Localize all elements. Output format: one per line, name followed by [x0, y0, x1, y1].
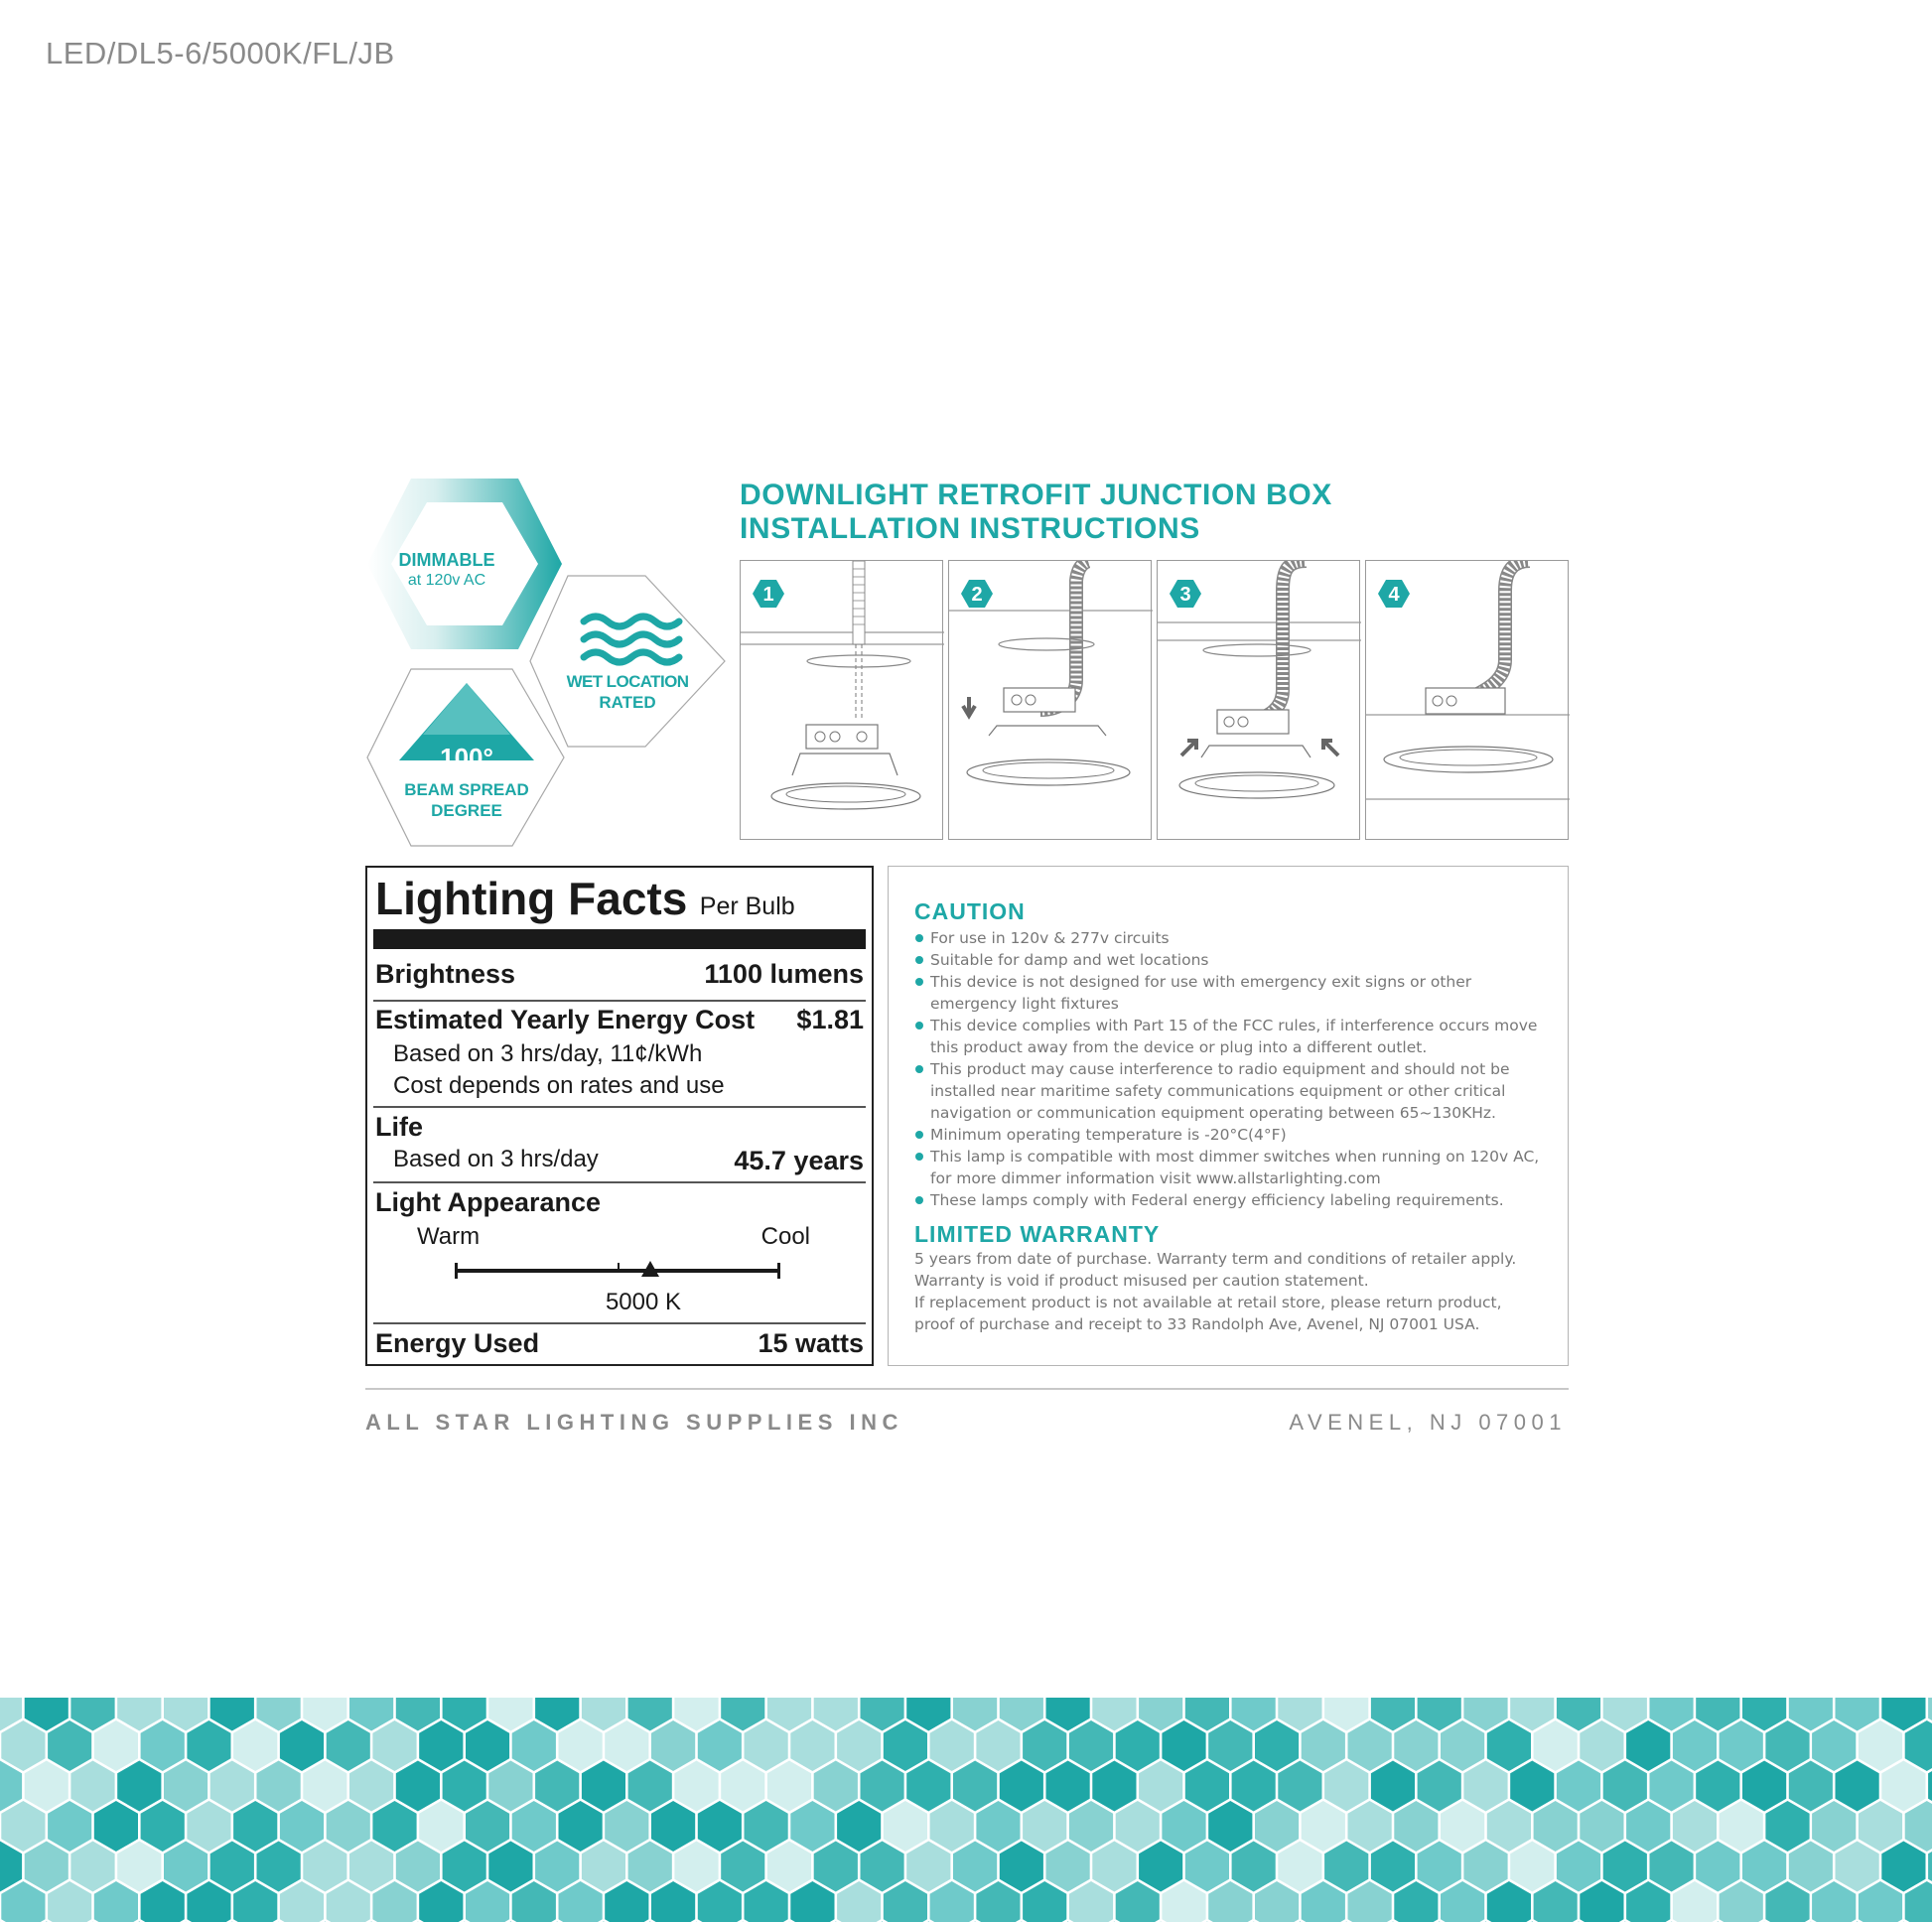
- pattern-hexagon: [1139, 1761, 1182, 1812]
- cct-marker-icon: [641, 1261, 659, 1277]
- step-panel-3: [1157, 560, 1360, 840]
- pattern-hexagon: [767, 1761, 811, 1812]
- pattern-hexagon: [1580, 1801, 1623, 1852]
- pattern-hexagon: [187, 1801, 230, 1852]
- pattern-hexagon: [976, 1720, 1020, 1771]
- pattern-hexagon: [372, 1881, 416, 1922]
- pattern-hexagon: [698, 1801, 742, 1852]
- pattern-hexagon: [1696, 1761, 1739, 1812]
- caution-item: These lamps comply with Federal energy efficiency labeling requirements.: [914, 1189, 1550, 1211]
- pattern-hexagon: [70, 1761, 114, 1812]
- pattern-hexagon: [1463, 1842, 1507, 1892]
- installation-title-line2: INSTALLATION INSTRUCTIONS: [740, 512, 1200, 545]
- pattern-hexagon: [1069, 1801, 1113, 1852]
- pattern-hexagon: [466, 1720, 509, 1771]
- pattern-hexagon: [1534, 1881, 1578, 1922]
- pattern-hexagon: [1905, 1720, 1932, 1771]
- pattern-hexagon: [233, 1720, 277, 1771]
- pattern-hexagon: [488, 1761, 532, 1812]
- pattern-hexagon: [814, 1761, 858, 1812]
- pattern-hexagon: [1208, 1881, 1252, 1922]
- pattern-hexagon: [443, 1761, 486, 1812]
- pattern-hexagon: [1557, 1761, 1600, 1812]
- caution-item: This device complies with Part 15 of the FCC rules, if interference occurs move this product away from the device or plug into a different outlet.: [914, 1015, 1550, 1058]
- pattern-hexagon: [117, 1761, 161, 1812]
- pattern-hexagon: [94, 1801, 138, 1852]
- pattern-hexagon: [141, 1801, 185, 1852]
- pattern-hexagon: [1859, 1801, 1902, 1852]
- pattern-hexagon: [1673, 1720, 1717, 1771]
- lighting-facts-bar: [373, 929, 866, 949]
- pattern-hexagon: [1650, 1761, 1694, 1812]
- pattern-hexagon: [953, 1761, 997, 1812]
- pattern-hexagon: [1418, 1842, 1461, 1892]
- pattern-hexagon: [1905, 1801, 1932, 1852]
- pattern-hexagon: [1092, 1761, 1136, 1812]
- pattern-hexagon: [419, 1720, 463, 1771]
- pattern-hexagon: [1162, 1801, 1205, 1852]
- pattern-hexagon: [1302, 1801, 1345, 1852]
- pattern-hexagon: [628, 1842, 672, 1892]
- pattern-hexagon: [1278, 1761, 1321, 1812]
- cct-scale: [455, 1263, 780, 1281]
- step-panel-1: [740, 560, 943, 840]
- pattern-hexagon: [1742, 1842, 1786, 1892]
- pattern-hexagon: [1812, 1720, 1856, 1771]
- pattern-hexagon: [327, 1720, 370, 1771]
- pattern-hexagon: [1463, 1761, 1507, 1812]
- pattern-hexagon: [651, 1881, 695, 1922]
- pattern-hexagon: [582, 1761, 625, 1812]
- energy-used-label: Energy Used: [375, 1328, 540, 1358]
- pattern-hexagon: [559, 1720, 603, 1771]
- pattern-hexagon: [1023, 1881, 1066, 1922]
- pattern-hexagon: [1255, 1801, 1299, 1852]
- pattern-hexagon: [767, 1842, 811, 1892]
- pattern-hexagon: [953, 1842, 997, 1892]
- pattern-hexagon: [1580, 1881, 1623, 1922]
- warranty-title: LIMITED WARRANTY: [914, 1221, 1161, 1247]
- life-note: Based on 3 hrs/day: [393, 1146, 599, 1172]
- pattern-hexagon: [1348, 1801, 1392, 1852]
- pattern-hexagon: [837, 1801, 881, 1852]
- pattern-hexagon: [1487, 1720, 1531, 1771]
- pattern-hexagon: [1673, 1801, 1717, 1852]
- pattern-hexagon: [512, 1881, 556, 1922]
- wet-location-line1: WET LOCATION: [566, 672, 689, 691]
- warranty-line: 5 years from date of purchase. Warranty term and conditions of retailer apply.: [914, 1250, 1517, 1268]
- pattern-hexagon: [1394, 1881, 1438, 1922]
- pattern-hexagon: [1208, 1720, 1252, 1771]
- pattern-hexagon: [1302, 1881, 1345, 1922]
- warranty-line: If replacement product is not available at retail store, please return product,: [914, 1294, 1502, 1311]
- pattern-hexagon: [512, 1801, 556, 1852]
- installation-steps: [740, 560, 1570, 840]
- pattern-hexagon: [674, 1761, 718, 1812]
- life-label: Life: [375, 1112, 424, 1142]
- pattern-hexagon: [1046, 1842, 1090, 1892]
- pattern-hexagon: [651, 1720, 695, 1771]
- pattern-hexagon: [419, 1801, 463, 1852]
- pattern-hexagon: [327, 1801, 370, 1852]
- pattern-hexagon: [25, 1842, 69, 1892]
- pattern-hexagon: [141, 1881, 185, 1922]
- brightness-label: Brightness: [375, 959, 516, 989]
- pattern-hexagon: [721, 1761, 764, 1812]
- caution-title: CAUTION: [914, 898, 1026, 924]
- pattern-hexagon: [1626, 1881, 1670, 1922]
- pattern-hexagon: [1278, 1842, 1321, 1892]
- pattern-hexagon: [48, 1801, 91, 1852]
- pattern-hexagon: [233, 1881, 277, 1922]
- pattern-hexagon: [419, 1881, 463, 1922]
- pattern-hexagon: [164, 1761, 207, 1812]
- pattern-hexagon: [814, 1842, 858, 1892]
- step-panel-4: [1365, 560, 1569, 840]
- pattern-hexagon: [48, 1720, 91, 1771]
- caution-item: For use in 120v & 277v circuits: [914, 927, 1550, 949]
- pattern-hexagon: [837, 1881, 881, 1922]
- wet-location-line2: RATED: [599, 693, 656, 712]
- pattern-hexagon: [1116, 1881, 1160, 1922]
- pattern-hexagon: [790, 1801, 834, 1852]
- pattern-hexagon: [1765, 1801, 1809, 1852]
- lighting-facts-title: Lighting Facts: [375, 873, 688, 924]
- pattern-hexagon: [1394, 1801, 1438, 1852]
- beam-spread-line2: DEGREE: [431, 801, 502, 820]
- lighting-facts-per: Per Bulb: [699, 892, 795, 920]
- step-number: 4: [1388, 584, 1400, 606]
- pattern-hexagon: [1324, 1761, 1368, 1812]
- pattern-hexagon: [1789, 1842, 1833, 1892]
- pattern-hexagon: [1000, 1842, 1043, 1892]
- beam-spread-value: 100°: [440, 743, 493, 772]
- pattern-hexagon: [1812, 1881, 1856, 1922]
- pattern-hexagon: [906, 1761, 950, 1812]
- hexagon-pattern-band: [0, 1698, 1932, 1922]
- pattern-hexagon: [698, 1881, 742, 1922]
- pattern-hexagon: [1603, 1761, 1647, 1812]
- pattern-hexagon: [141, 1720, 185, 1771]
- caution-item: This lamp is compatible with most dimmer switches when running on 120v AC, for more dimmer information visit www.allstarlighting.com: [914, 1146, 1550, 1189]
- pattern-hexagon: [605, 1801, 648, 1852]
- installation-title: [740, 479, 1332, 546]
- pattern-hexagon: [1626, 1720, 1670, 1771]
- pattern-hexagon: [466, 1801, 509, 1852]
- pattern-hexagon: [1418, 1761, 1461, 1812]
- pattern-hexagon: [535, 1842, 579, 1892]
- pattern-hexagon: [1069, 1881, 1113, 1922]
- pattern-hexagon: [210, 1761, 254, 1812]
- light-appearance-label: Light Appearance: [375, 1187, 602, 1217]
- cool-label: Cool: [760, 1223, 810, 1250]
- pattern-hexagon: [745, 1720, 788, 1771]
- pattern-hexagon: [1441, 1801, 1484, 1852]
- energy-cost-note2: Cost depends on rates and use: [393, 1072, 725, 1099]
- pattern-hexagon: [930, 1881, 974, 1922]
- pattern-hexagon: [1487, 1881, 1531, 1922]
- pattern-hexagon: [1836, 1842, 1879, 1892]
- pattern-hexagon: [1859, 1720, 1902, 1771]
- pattern-hexagon: [1232, 1761, 1276, 1812]
- pattern-hexagon: [280, 1881, 324, 1922]
- pattern-hexagon: [466, 1881, 509, 1922]
- pattern-hexagon: [582, 1842, 625, 1892]
- dimmable-badge-title: DIMMABLE: [398, 550, 495, 570]
- pattern-hexagon: [861, 1761, 904, 1812]
- pattern-hexagon: [1302, 1720, 1345, 1771]
- pattern-hexagon: [94, 1881, 138, 1922]
- pattern-hexagon: [187, 1881, 230, 1922]
- pattern-hexagon: [233, 1801, 277, 1852]
- pattern-hexagon: [1348, 1881, 1392, 1922]
- feature-badges: [363, 475, 727, 847]
- pattern-hexagon: [1255, 1881, 1299, 1922]
- pattern-hexagon: [280, 1801, 324, 1852]
- pattern-hexagon: [790, 1720, 834, 1771]
- caution-item: This device is not designed for use with emergency exit signs or other emergency light fixtures: [914, 971, 1550, 1015]
- pattern-hexagon: [930, 1720, 974, 1771]
- installation-title-line1: DOWNLIGHT RETROFIT JUNCTION BOX: [740, 479, 1332, 511]
- pattern-hexagon: [1859, 1881, 1902, 1922]
- pattern-hexagon: [1881, 1761, 1925, 1812]
- pattern-hexagon: [1139, 1842, 1182, 1892]
- pattern-hexagon: [535, 1761, 579, 1812]
- pattern-hexagon: [1836, 1761, 1879, 1812]
- pattern-hexagon: [187, 1720, 230, 1771]
- pattern-hexagon: [1696, 1842, 1739, 1892]
- step-number: 2: [971, 584, 983, 606]
- pattern-hexagon: [674, 1842, 718, 1892]
- pattern-hexagon: [861, 1842, 904, 1892]
- pattern-hexagon: [257, 1761, 301, 1812]
- pattern-hexagon: [1720, 1801, 1763, 1852]
- pattern-hexagon: [1185, 1761, 1229, 1812]
- pattern-hexagon: [1765, 1720, 1809, 1771]
- pattern-hexagon: [559, 1881, 603, 1922]
- pattern-hexagon: [1557, 1842, 1600, 1892]
- pattern-hexagon: [1116, 1801, 1160, 1852]
- pattern-hexagon: [1208, 1801, 1252, 1852]
- pattern-hexagon: [745, 1801, 788, 1852]
- caution-warranty-box: [888, 866, 1569, 1366]
- pattern-hexagon: [280, 1720, 324, 1771]
- pattern-hexagon: [349, 1761, 393, 1812]
- pattern-hexagon: [651, 1801, 695, 1852]
- pattern-hexagon: [745, 1881, 788, 1922]
- pattern-hexagon: [1580, 1720, 1623, 1771]
- pattern-hexagon: [1116, 1720, 1160, 1771]
- pattern-hexagon: [1673, 1881, 1717, 1922]
- caution-item: Minimum operating temperature is -20°C(4°F): [914, 1124, 1550, 1146]
- pattern-hexagon: [1023, 1801, 1066, 1852]
- pattern-hexagon: [1046, 1761, 1090, 1812]
- cct-value: 5000 K: [605, 1289, 682, 1315]
- energy-used-value: 15 watts: [758, 1328, 864, 1358]
- pattern-hexagon: [164, 1842, 207, 1892]
- pattern-hexagon: [605, 1720, 648, 1771]
- pattern-hexagon: [1162, 1881, 1205, 1922]
- dimmable-badge-sub: at 120v AC: [407, 572, 486, 589]
- pattern-hexagon: [698, 1720, 742, 1771]
- pattern-hexagon: [48, 1881, 91, 1922]
- pattern-hexagon: [1162, 1720, 1205, 1771]
- pattern-hexagon: [1069, 1720, 1113, 1771]
- pattern-hexagon: [1324, 1842, 1368, 1892]
- pattern-hexagon: [976, 1801, 1020, 1852]
- pattern-hexagon: [976, 1881, 1020, 1922]
- pattern-hexagon: [1348, 1720, 1392, 1771]
- pattern-hexagon: [488, 1842, 532, 1892]
- pattern-hexagon: [1534, 1801, 1578, 1852]
- pattern-hexagon: [721, 1842, 764, 1892]
- pattern-hexagon: [372, 1720, 416, 1771]
- pattern-hexagon: [396, 1761, 440, 1812]
- pattern-hexagon: [884, 1881, 927, 1922]
- pattern-hexagon: [1881, 1842, 1925, 1892]
- pattern-hexagon: [1510, 1842, 1554, 1892]
- pattern-hexagon: [906, 1842, 950, 1892]
- pattern-hexagon: [605, 1881, 648, 1922]
- caution-item: Suitable for damp and wet locations: [914, 949, 1550, 971]
- pattern-hexagon: [1720, 1881, 1763, 1922]
- pattern-hexagon: [94, 1720, 138, 1771]
- pattern-hexagon: [25, 1761, 69, 1812]
- step-number: 3: [1179, 584, 1191, 606]
- pattern-hexagon: [1371, 1761, 1415, 1812]
- pattern-hexagon: [70, 1842, 114, 1892]
- pattern-hexagon: [1487, 1801, 1531, 1852]
- pattern-hexagon: [1394, 1720, 1438, 1771]
- pattern-hexagon: [1650, 1842, 1694, 1892]
- pattern-hexagon: [628, 1761, 672, 1812]
- pattern-hexagon: [884, 1801, 927, 1852]
- pattern-hexagon: [559, 1801, 603, 1852]
- step-panel-2: [948, 560, 1152, 840]
- caution-item: This product may cause interference to radio equipment and should not be installed near maritime safety communications equipment or other critical navigation or communication equipment operating between 65~130KHz.: [914, 1058, 1550, 1124]
- warm-label: Warm: [417, 1223, 481, 1250]
- pattern-hexagon: [1, 1720, 45, 1771]
- footer-divider: [365, 1388, 1569, 1390]
- pattern-hexagon: [1000, 1761, 1043, 1812]
- pattern-hexagon: [1441, 1881, 1484, 1922]
- brightness-value: 1100 lumens: [704, 959, 864, 989]
- step-number: 1: [762, 584, 774, 606]
- pattern-hexagon: [1534, 1720, 1578, 1771]
- pattern-hexagon: [303, 1761, 346, 1812]
- pattern-hexagon: [1720, 1720, 1763, 1771]
- warranty-line: proof of purchase and receipt to 33 Randolph Ave, Avenel, NJ 07001 USA.: [914, 1315, 1480, 1333]
- pattern-hexagon: [1, 1881, 45, 1922]
- pattern-hexagon: [930, 1801, 974, 1852]
- pattern-hexagon: [1789, 1761, 1833, 1812]
- beam-spread-line1: BEAM SPREAD: [404, 780, 529, 799]
- pattern-hexagon: [1023, 1720, 1066, 1771]
- pattern-hexagon: [1092, 1842, 1136, 1892]
- pattern-hexagon: [210, 1842, 254, 1892]
- pattern-hexagon: [512, 1720, 556, 1771]
- caution-list: [914, 927, 1550, 1211]
- pattern-hexagon: [1742, 1761, 1786, 1812]
- pattern-hexagon: [1603, 1842, 1647, 1892]
- pattern-hexagon: [349, 1842, 393, 1892]
- sku-label: LED/DL5-6/5000K/FL/JB: [46, 36, 395, 70]
- pattern-hexagon: [884, 1720, 927, 1771]
- pattern-hexagon: [1255, 1720, 1299, 1771]
- pattern-hexagon: [443, 1842, 486, 1892]
- pattern-hexagon: [790, 1881, 834, 1922]
- energy-cost-note1: Based on 3 hrs/day, 11¢/kWh: [393, 1040, 703, 1067]
- pattern-hexagon: [303, 1842, 346, 1892]
- pattern-hexagon: [1441, 1720, 1484, 1771]
- lighting-facts-label: [365, 866, 874, 1366]
- company-location: AVENEL, NJ 07001: [1289, 1410, 1567, 1435]
- pattern-hexagon: [1812, 1801, 1856, 1852]
- pattern-hexagon: [837, 1720, 881, 1771]
- pattern-hexagon: [396, 1842, 440, 1892]
- pattern-hexagon: [1510, 1761, 1554, 1812]
- pattern-hexagon: [1232, 1842, 1276, 1892]
- warranty-line: Warranty is void if product misused per caution statement.: [914, 1272, 1369, 1290]
- pattern-hexagon: [372, 1801, 416, 1852]
- pattern-hexagon: [327, 1881, 370, 1922]
- pattern-hexagon: [1626, 1801, 1670, 1852]
- pattern-hexagon: [257, 1842, 301, 1892]
- life-value: 45.7 years: [734, 1146, 864, 1175]
- company-name: ALL STAR LIGHTING SUPPLIES INC: [365, 1410, 903, 1435]
- pattern-hexagon: [1371, 1842, 1415, 1892]
- pattern-hexagon: [1765, 1881, 1809, 1922]
- energy-cost-label: Estimated Yearly Energy Cost: [375, 1005, 756, 1034]
- energy-cost-value: $1.81: [796, 1005, 864, 1034]
- pattern-hexagon: [117, 1842, 161, 1892]
- pattern-hexagon: [1185, 1842, 1229, 1892]
- pattern-hexagon: [1, 1801, 45, 1852]
